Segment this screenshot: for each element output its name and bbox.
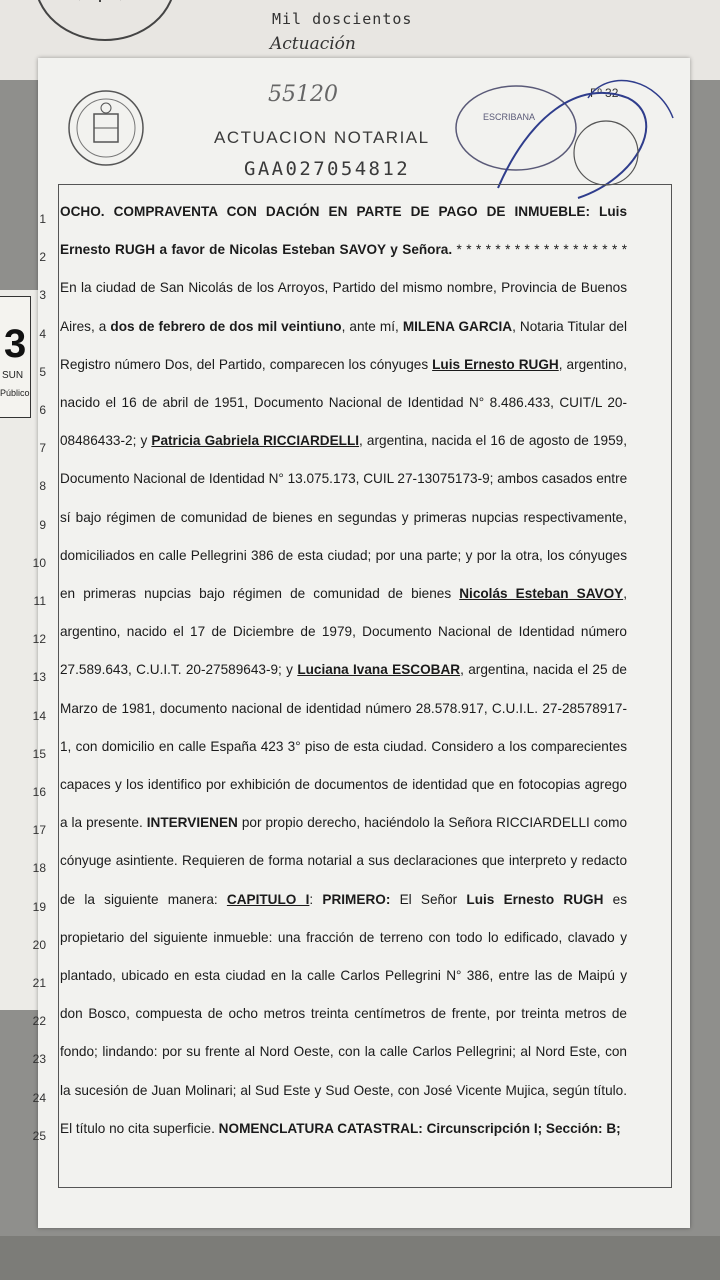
text-segment: fondo; lindando: por su frente al Nord Oeste, con la calle Carlos Pellegrini; al Nord Este, con — [60, 1044, 627, 1060]
document-line — [32, 547, 632, 588]
text-segment: a la presente. — [60, 815, 147, 831]
line-number: 6 — [39, 403, 46, 417]
document-line — [32, 777, 632, 817]
document-line — [32, 1044, 632, 1084]
line-number: 20 — [32, 937, 46, 952]
line-number: 17 — [32, 823, 46, 838]
left-page-text-2: Público — [0, 388, 30, 398]
document-line — [39, 280, 632, 320]
line-text — [60, 357, 627, 372]
line-text — [60, 204, 627, 219]
text-segment: 27.589.643, C.U.I.T. 20-27589643-9; y — [60, 662, 298, 678]
line-number: 19 — [32, 899, 46, 914]
document-line — [32, 929, 632, 970]
text-segment: * * * * * * * * * * * * * * * * * * — [452, 242, 627, 258]
line-text — [60, 777, 627, 792]
document-line — [39, 471, 632, 511]
line-text — [60, 1083, 627, 1098]
line-text — [60, 1006, 627, 1021]
line-number: 9 — [39, 517, 46, 532]
text-segment: Luciana Ivana ESCOBAR — [297, 662, 461, 678]
text-segment: nacido el 16 de abril de 1951, Documento Nacional de Identidad N° 8.486.433, CUIT/L 20- — [60, 395, 627, 410]
text-segment: Aires, a — [60, 318, 111, 334]
text-segment: 1, con domicilio en calle España 423 3° piso de esta ciudad. Considero a los comparecientes — [60, 738, 627, 754]
line-number: 14 — [32, 708, 46, 723]
line-text — [60, 510, 627, 525]
line-text — [60, 319, 627, 334]
document-line — [39, 433, 632, 473]
line-text — [60, 395, 627, 410]
line-text — [60, 968, 627, 983]
document-line — [32, 891, 632, 932]
line-text — [60, 662, 627, 677]
document-line — [32, 815, 632, 855]
text-segment: En la ciudad de San Nicolás de los Arroyos, Partido del mismo nombre, Provincia de Buenos — [60, 280, 627, 296]
line-text — [60, 930, 627, 945]
text-segment: sí bajo régimen de comunidad de bienes en segundas y primeras nupcias respectivamente, — [60, 509, 627, 525]
underlying-text-line-1: Mil doscientos — [272, 10, 413, 28]
text-segment: don Bosco, compuesta de ocho metros treinta centímetros de frente, por treinta metros de — [60, 1006, 627, 1022]
line-text — [60, 1044, 627, 1059]
text-segment: la sucesión de Juan Molinari; al Sud Este y Sud Oeste, con José Vicente Mujica, según título. — [60, 1082, 627, 1098]
text-segment: El título no cita superficie. — [60, 1120, 219, 1136]
text-segment: El Señor — [390, 891, 467, 907]
bottom-background — [0, 1236, 720, 1280]
line-text — [60, 586, 627, 601]
line-number: 13 — [32, 670, 46, 685]
document-line — [32, 1006, 632, 1046]
text-segment: domiciliados en calle Pellegrini 386 de esta ciudad; por una parte; y por la otra, los cónyuges — [60, 547, 627, 563]
text-segment: de la siguiente manera: — [60, 891, 227, 907]
text-segment: argentino, nacido el 17 de Diciembre de 1979, Documento Nacional de Identidad número — [60, 624, 627, 640]
line-text — [60, 433, 627, 448]
text-segment: Marzo de 1981, documento nacional de identidad número 28.578.917, C.U.I.L. 27-28578917- — [60, 700, 627, 716]
text-segment: MILENA GARCIA — [402, 318, 513, 334]
document-line — [32, 738, 632, 779]
folio-number: Fº 32 — [590, 86, 619, 100]
line-text — [60, 739, 627, 754]
line-number: 23 — [32, 1052, 46, 1067]
document-line — [39, 318, 632, 359]
document-line — [33, 586, 632, 626]
document-line — [32, 662, 632, 702]
text-segment: , argentino, — [558, 356, 627, 372]
line-number: 7 — [39, 441, 46, 456]
line-text — [60, 548, 627, 563]
text-segment: Documento Nacional de Identidad N° 13.075.173, CUIL 27-13075173-9; ambos casados entre — [60, 471, 628, 487]
text-segment: , ante mí, — [341, 318, 403, 334]
line-number: 12 — [32, 632, 46, 647]
line-number: 21 — [32, 976, 46, 990]
text-segment: dos de febrero de dos mil veintiuno — [110, 318, 342, 334]
line-number: 22 — [32, 1014, 46, 1029]
text-segment: Nicolás Esteban SAVOY — [459, 586, 624, 601]
text-segment: , argentina, nacida el 25 de — [460, 662, 627, 678]
text-segment: PRIMERO: — [322, 891, 391, 907]
line-number: 4 — [39, 326, 46, 341]
stamp-text: ESCRIBANA — [483, 112, 536, 122]
line-number: 8 — [39, 479, 46, 494]
document-line — [39, 242, 632, 282]
line-text — [60, 815, 627, 830]
text-segment: INTERVIENEN — [146, 815, 238, 831]
document-line — [32, 624, 632, 664]
line-number: 1 — [39, 212, 46, 226]
underlying-seal-icon — [30, 0, 180, 46]
text-segment: Ernesto RUGH a favor de Nicolas Esteban SAVOY y Señora. — [60, 242, 453, 258]
text-segment: , argentina, nacida el 16 de agosto de 1959, — [359, 433, 627, 449]
text-segment: por propio derecho, haciéndolo la Señora RICCIARDELLI como — [237, 815, 627, 831]
line-text — [60, 1121, 627, 1136]
coat-of-arms-seal-icon — [66, 88, 146, 168]
document-line — [32, 1082, 632, 1123]
text-segment: NOMENCLATURA CATASTRAL: Circunscripción I; Sección: B; — [218, 1120, 621, 1136]
text-segment: , Notaria Titular del — [512, 318, 627, 334]
line-number: 10 — [32, 555, 46, 570]
serial-number: GAA027054812 — [244, 158, 411, 180]
text-segment: es — [603, 891, 628, 907]
line-number: 18 — [32, 861, 46, 876]
document-line — [39, 204, 632, 244]
text-segment: 08486433-2; y — [60, 433, 152, 449]
line-text — [60, 471, 627, 486]
document-line — [32, 1120, 632, 1161]
line-text — [60, 853, 627, 868]
text-segment: CAPITULO I — [226, 891, 310, 907]
text-segment: capaces y los identifico por exhibición de documentos de identidad que en fotocopias agrego — [60, 777, 627, 792]
line-text — [60, 280, 627, 295]
text-segment: : — [309, 891, 323, 907]
text-segment: propietario del siguiente inmueble: una fracción de terreno con todo lo edificado, clavado y — [60, 929, 627, 945]
text-segment: OCHO. COMPRAVENTA CON DACIÓN EN PARTE DE PAGO DE INMUEBLE: Luis — [60, 204, 627, 219]
line-number: 16 — [32, 785, 46, 799]
line-number: 24 — [32, 1090, 46, 1105]
line-number: 15 — [32, 746, 46, 761]
text-segment: Luis Ernesto RUGH — [466, 891, 604, 907]
text-segment: , — [623, 586, 627, 601]
line-text — [60, 892, 627, 907]
text-segment: en primeras nupcias bajo régimen de comunidad de bienes — [60, 586, 460, 601]
text-segment: Luis Ernesto RUGH — [432, 356, 559, 372]
text-segment: Patricia Gabriela RICCIARDELLI — [151, 433, 360, 449]
document-line — [32, 853, 632, 893]
document-line — [32, 968, 632, 1008]
document-line — [39, 395, 632, 435]
handwritten-number: 55120 — [268, 82, 338, 107]
document-title: ACTUACION NOTARIAL — [214, 128, 430, 147]
document-line — [32, 700, 632, 741]
text-segment: Registro número Dos, del Partido, comparecen los cónyuges — [60, 356, 433, 372]
line-number: 3 — [39, 288, 46, 303]
text-segment: cónyuge asintiente. Requieren de forma notarial a sus declaraciones que interpreto y redacto — [60, 853, 627, 869]
document-line — [39, 356, 632, 397]
line-number: 2 — [39, 250, 46, 265]
underlying-text-line-2: Actuación — [270, 34, 356, 54]
text-segment: plantado, ubicado en esta ciudad en la calle Carlos Pellegrini N° 386, entre las de Maipú y — [60, 968, 627, 983]
line-number: 5 — [39, 364, 46, 379]
line-text — [60, 701, 627, 716]
line-text — [60, 242, 627, 257]
line-text — [60, 624, 627, 639]
left-page-number: 3 — [4, 322, 27, 366]
left-page-text-1: SUN — [2, 370, 24, 381]
document-line — [39, 509, 632, 550]
line-number: 25 — [32, 1128, 46, 1143]
line-number: 11 — [33, 594, 46, 608]
